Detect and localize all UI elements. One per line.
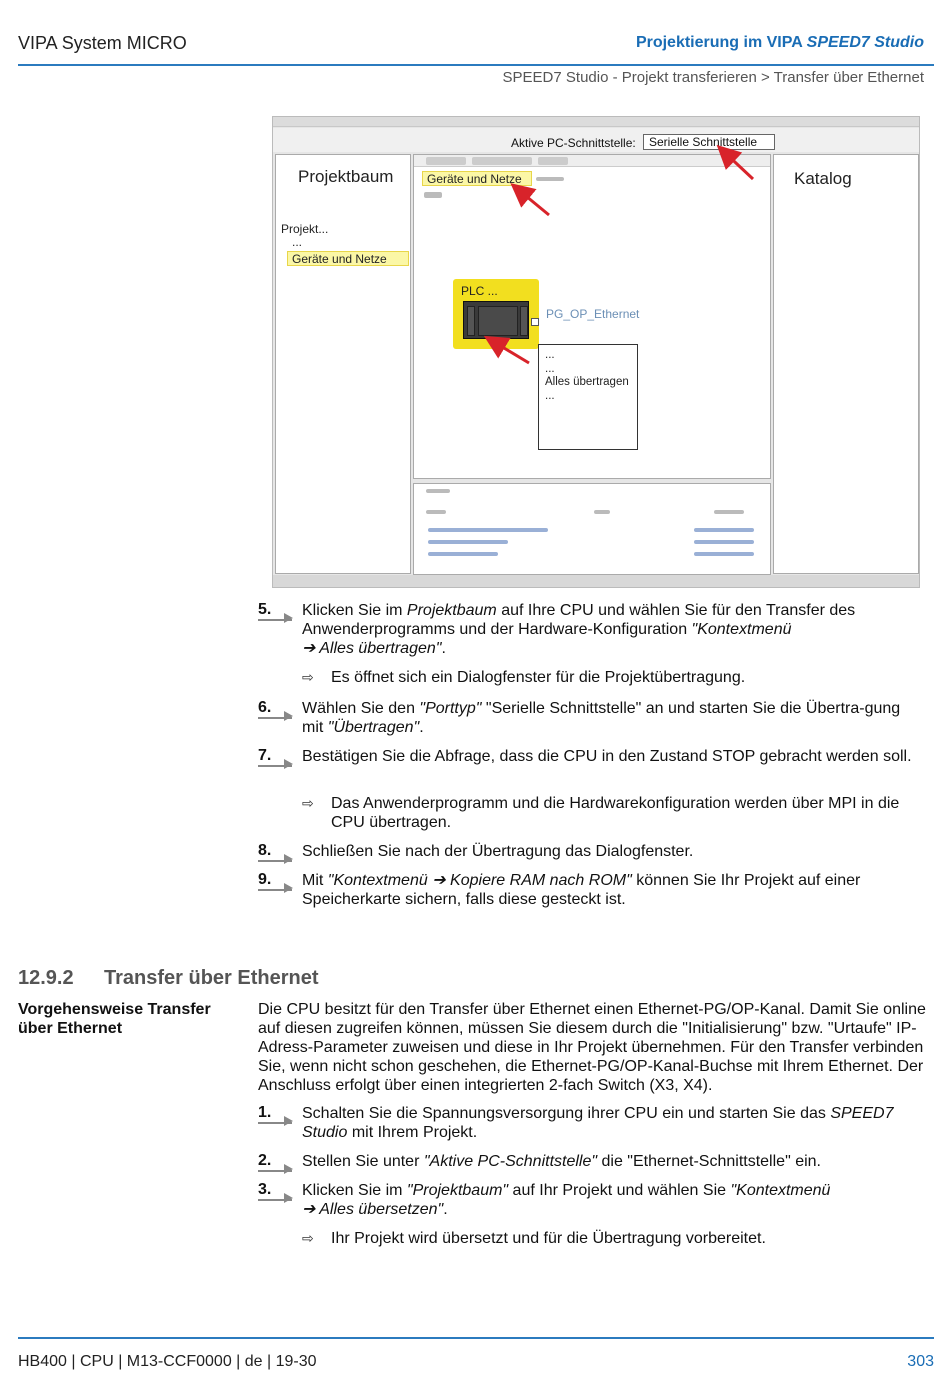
tree-item-project[interactable]: Projekt... [281, 222, 329, 236]
context-menu-item[interactable]: ... [545, 362, 555, 375]
footer-doc-id: HB400 | CPU | M13-CCF0000 | de | 19-30 [18, 1353, 317, 1370]
project-tree-title: Projektbaum [298, 167, 394, 186]
page-number: 303 [907, 1353, 934, 1370]
speed7-screenshot [272, 116, 920, 588]
tab-devices-networks[interactable]: Geräte und Netze [422, 171, 532, 186]
annotation-arrows [273, 117, 920, 588]
tree-item-devices[interactable]: Geräte und Netze [287, 251, 409, 266]
pc-interface-label: Aktive PC-Schnittstelle: [511, 136, 636, 150]
header-rule [18, 64, 934, 66]
section-number: 12.9.2 [18, 967, 74, 989]
arrow-devices-tab [515, 187, 549, 215]
side-heading: Vorgehensweise Transfer über Ethernet [18, 1001, 211, 1037]
chapter-title: Projektierung im VIPA SPEED7 Studio [635, 34, 924, 51]
tree-item-dots: ... [292, 235, 303, 249]
arrow-plc [489, 339, 529, 363]
context-menu-item[interactable]: ... [545, 349, 555, 361]
manual-title: VIPA System MICRO [18, 33, 187, 53]
pc-interface-select[interactable]: Serielle Schnittstelle [643, 134, 775, 150]
network-label: PG_OP_Ethernet [546, 307, 640, 321]
context-menu-item[interactable]: ... [545, 389, 555, 402]
breadcrumb: SPEED7 Studio - Projekt transferieren > Transfer über Ethernet [502, 69, 924, 86]
arrow-pc-interface [721, 149, 753, 179]
result-arrow-icon: ⇨ [302, 1230, 314, 1246]
intro-paragraph: Die CPU besitzt für den Transfer über Ethernet einen Ethernet-PG/OP-Kanal. Damit Sie online auf diesen zugreifen können, müssen Sie diesem durch die "Initialisierung" bzw. "Urtaufe" IP-Adress-Parameter zuweisen und diese in Ihr Projekt übernehmen. Für den Transfer verbinden Sie, wenn nicht schon geschehen, die Ethernet-PG/OP-Kanal-Buchse mit Ihrem Ethernet. Der Anschluss erfolgt über einen integrierten 2-fach Switch (X3, X4). [258, 1001, 926, 1094]
catalog-title: Katalog [794, 169, 852, 188]
section-title: Transfer über Ethernet [104, 967, 319, 989]
result-arrow-icon: ⇨ [302, 795, 314, 811]
result-arrow-icon: ⇨ [302, 669, 314, 685]
plc-label: PLC ... [461, 284, 498, 298]
context-menu-item-transfer-all[interactable]: Alles übertragen [545, 376, 629, 388]
footer-rule [18, 1337, 934, 1339]
